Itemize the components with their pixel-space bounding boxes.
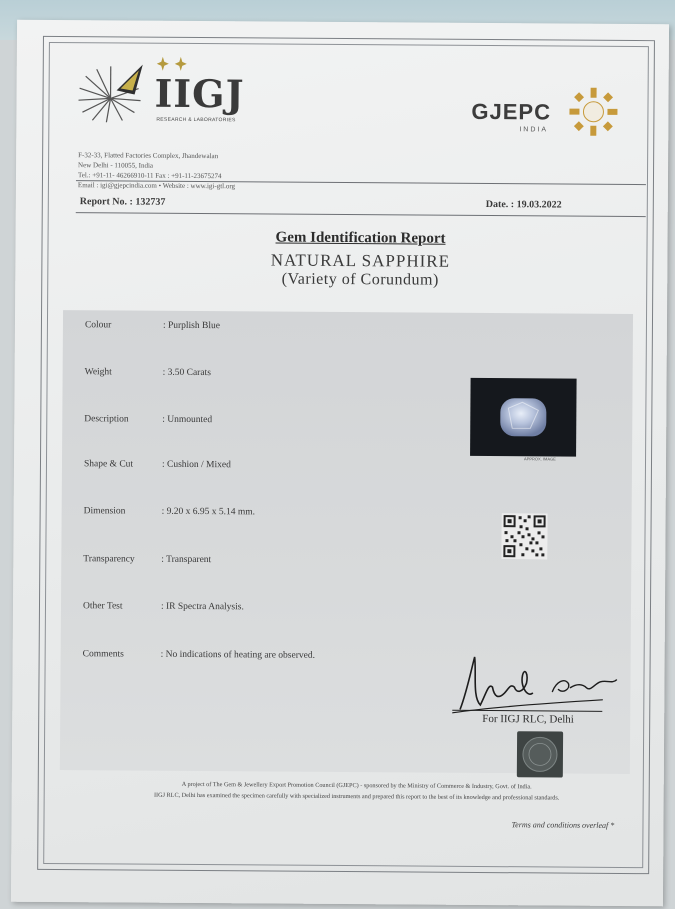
detail-label: Dimension: [83, 506, 126, 517]
detail-label: Comments: [82, 649, 124, 660]
hologram-icon: [517, 731, 563, 777]
detail-row-weight: [85, 367, 211, 378]
qr-code-icon[interactable]: [501, 513, 547, 559]
report-title: Gem Identification Report: [275, 229, 446, 247]
footer-line: IIGJ RLC, Delhi has examined the specimen carefully with specialized instruments and prepared this report to the best of its knowledge and professional standards.: [153, 791, 560, 802]
address-line: F-32-33, Flatted Factories Complex, Jhandewalan: [78, 151, 219, 161]
detail-value: : Transparent: [161, 554, 212, 566]
detail-label: Weight: [84, 367, 112, 378]
stars-icon: [157, 57, 197, 71]
stone-variety: (Variety of Corundum): [281, 270, 439, 289]
detail-value: : Purplish Blue: [162, 320, 221, 332]
gjepc-subtitle: INDIA: [519, 126, 549, 134]
detail-value: : Unmounted: [162, 414, 213, 426]
gjepc-logo: [471, 93, 641, 154]
hologram-seal: [517, 731, 563, 777]
detail-label: Description: [84, 414, 129, 425]
detail-row-comments: [83, 649, 315, 661]
detail-label: Other Test: [82, 601, 123, 612]
address-line: Tel.: +91-11- 46266910-11 Fax : +91-11-23675274: [77, 171, 222, 181]
detail-value: : 9.20 x 6.95 x 5.14 mm.: [161, 506, 256, 518]
detail-row-other-test: [83, 601, 244, 612]
detail-value: : 3.50 Carats: [162, 367, 211, 379]
detail-row-shape-cut: [84, 459, 231, 470]
report-date: Date. : 19.03.2022: [485, 199, 562, 211]
iigj-wordmark: IIGJ: [154, 70, 245, 117]
certificate-footer: [72, 778, 642, 804]
stone-name: NATURAL SAPPHIRE: [270, 250, 451, 271]
photo-caption: APPROX. IMAGE: [524, 456, 556, 462]
certificate-sheet: [11, 20, 669, 907]
address-line: New Delhi - 110055, India: [78, 161, 154, 170]
detail-row-transparency: [83, 554, 211, 565]
detail-label: Transparency: [83, 554, 135, 565]
detail-label: Colour: [84, 320, 112, 331]
detail-row-description: [84, 414, 212, 425]
signatory-label: For IIGJ RLC, Delhi: [482, 712, 574, 726]
detail-label: Shape & Cut: [83, 459, 134, 470]
detail-row-colour: [85, 320, 220, 331]
address-line: Email : igi@gjepcindia.com • Website : www.igi-gtl.org: [77, 181, 236, 191]
sunburst-icon: [76, 60, 150, 123]
iigj-subtitle: RESEARCH & LABORATORIES: [156, 116, 236, 124]
detail-value: : IR Spectra Analysis.: [160, 601, 244, 613]
footer-line: A project of The Gem & Jewellery Export Promotion Council (GJEPC) - sponsored by the Ministry of Commerce & Industry, Govt. of India.: [181, 780, 532, 791]
terms-note: Terms and conditions overleaf *: [511, 820, 615, 830]
gjepc-wordmark: GJEPC: [471, 98, 552, 125]
certificate-header: [76, 60, 647, 194]
gjepc-emblem-icon: [567, 86, 619, 138]
gemstone-photo: [470, 378, 577, 457]
report-number: Report No. : 132737: [79, 196, 166, 208]
detail-value: : Cushion / Mixed: [161, 459, 231, 471]
detail-row-dimension: [84, 506, 255, 517]
detail-value: : No indications of heating are observed.: [160, 649, 316, 661]
sapphire-gem-icon: [470, 378, 577, 457]
iigj-logo: [76, 60, 256, 124]
lab-address: [78, 150, 235, 191]
report-title-block: [75, 228, 645, 291]
